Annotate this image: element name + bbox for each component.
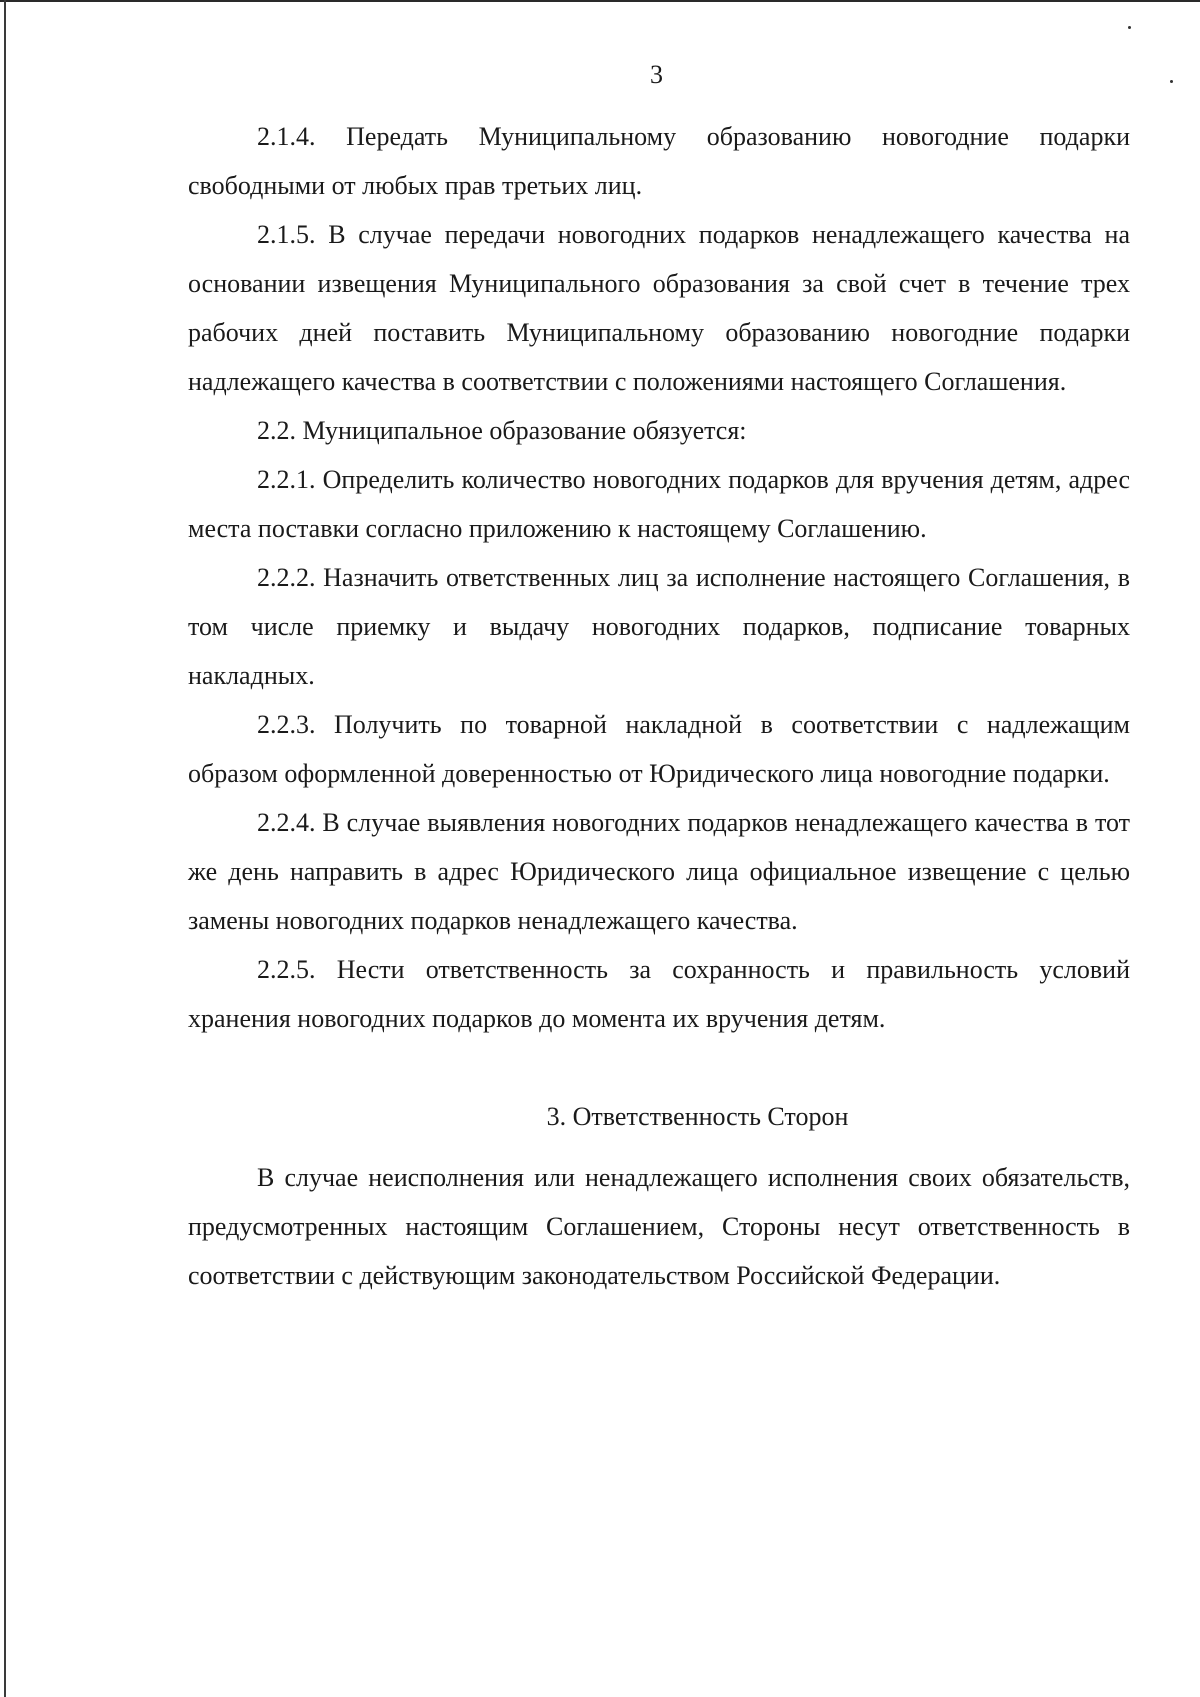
clause-2-2-3: 2.2.3. Получить по товарной накладной в соответствии с надлежащим образом оформленной доверенностью от Юридического лица новогодние подарки.: [188, 710, 1130, 788]
scan-edge-left: [4, 0, 6, 1697]
section-3-text: В случае неисполнения или ненадлежащего исполнения своих обязательств, предусмотренных настоящим Соглашением, Стороны несут ответственность в соответствии с действующим законодательством Российской Федерации.: [188, 1163, 1130, 1290]
scan-speck: [1128, 26, 1131, 29]
page-number: 3: [650, 60, 663, 89]
clause-2-2-4: 2.2.4. В случае выявления новогодних подарков ненадлежащего качества в тот же день направить в адрес Юридического лица официальное извещение с целью замены новогодних подарков ненадлежащего качества.: [188, 808, 1130, 935]
scan-edge-top: [0, 0, 1200, 2]
section-3-heading: 3. Ответственность Сторон: [546, 1102, 849, 1131]
clause-2-2-1: 2.2.1. Определить количество новогодних подарков для вручения детям, адрес места поставки согласно приложению к настоящему Соглашению.: [188, 465, 1130, 543]
clause-2-1-5: 2.1.5. В случае передачи новогодних подарков ненадлежащего качества на основании извещения Муниципального образования за свой счет в течение трех рабочих дней поставить Муниципальному образованию новогодние подарки надлежащего качества в соответствии с положениями настоящего Соглашения.: [188, 220, 1130, 396]
document-body: [188, 112, 1130, 1300]
clause-2-1-4: 2.1.4. Передать Муниципальному образованию новогодние подарки свободными от любых прав третьих лиц.: [188, 122, 1130, 200]
clause-2-2-2: 2.2.2. Назначить ответственных лиц за исполнение настоящего Соглашения, в том числе приемку и выдачу новогодних подарков, подписание товарных накладных.: [188, 563, 1130, 690]
clause-2-2: 2.2. Муниципальное образование обязуется:: [257, 416, 747, 445]
clause-2-2-5: 2.2.5. Нести ответственность за сохранность и правильность условий хранения новогодних подарков до момента их вручения детям.: [188, 955, 1130, 1033]
